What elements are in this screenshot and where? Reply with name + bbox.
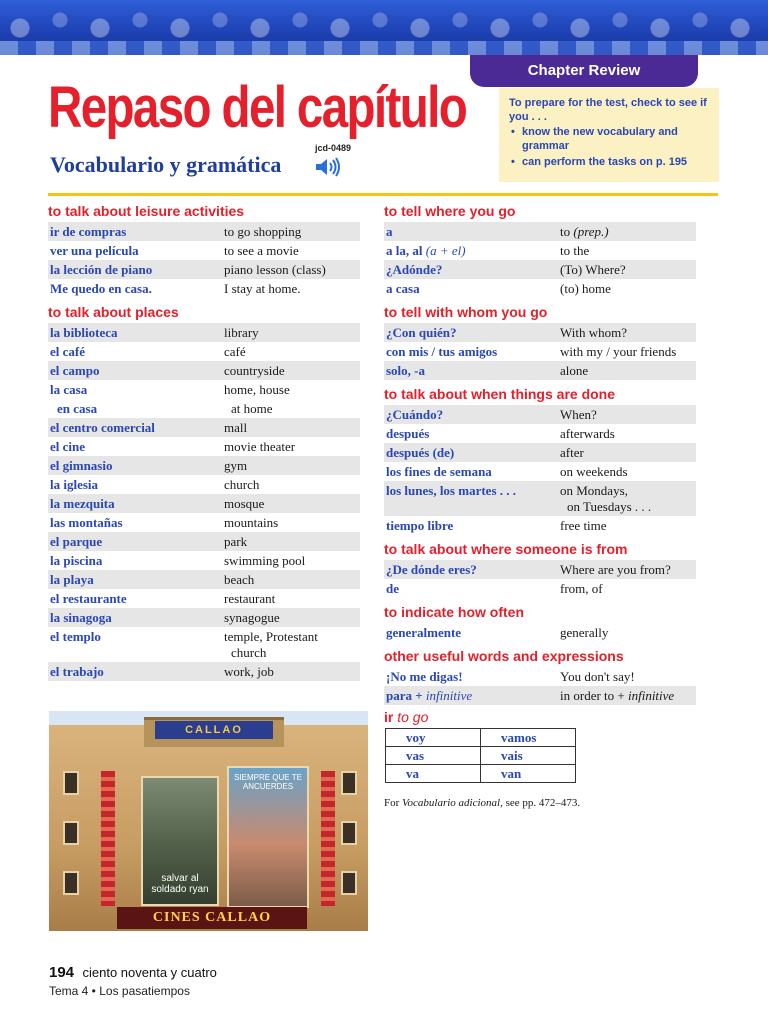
english-meaning: mall <box>224 420 248 435</box>
section-heading: to talk about leisure activities <box>48 203 245 219</box>
decorative-top-band <box>0 0 768 55</box>
english-meaning: to see a movie <box>224 243 299 258</box>
note-italic: Vocabulario adicional, <box>402 797 503 809</box>
review-item: • can perform the tasks on p. 195 <box>509 155 709 169</box>
spanish-term: solo, -a <box>386 363 425 378</box>
note-text: For <box>384 797 400 809</box>
window <box>341 871 357 895</box>
vocab-row <box>384 405 696 424</box>
window <box>341 771 357 795</box>
vocab-row <box>384 516 696 535</box>
english-meaning-line: on Mondays, <box>560 483 628 498</box>
speaker-icon[interactable] <box>315 157 343 177</box>
english-meaning: (To) Where? <box>560 262 626 277</box>
vocab-row <box>48 456 360 475</box>
vocab-row <box>384 579 696 598</box>
vocab-row <box>384 686 696 705</box>
english-meaning: synagogue <box>224 610 280 625</box>
vocab-row <box>48 323 360 342</box>
unit-label: Tema 4 • Los pasatiempos <box>49 984 190 998</box>
review-item: • know the new vocabulary and grammar <box>509 125 709 153</box>
vocab-row <box>384 241 696 260</box>
spanish-term: ¿De dónde eres? <box>386 562 477 577</box>
spanish-term-italic: infinitive <box>425 688 473 703</box>
vocab-row <box>48 513 360 532</box>
spanish-term: el restaurante <box>50 591 127 606</box>
english-meaning: on weekends <box>560 464 628 479</box>
vocab-row <box>384 560 696 579</box>
english-meaning: free time <box>560 518 607 533</box>
spanish-term <box>386 243 560 259</box>
review-list <box>509 125 709 169</box>
spanish-term: el campo <box>50 363 100 378</box>
section-heading: other useful words and expressions <box>384 648 624 664</box>
english-meaning: alone <box>560 363 589 378</box>
band-wave-pattern <box>0 41 768 55</box>
spanish-term: la piscina <box>50 553 103 568</box>
vocab-row <box>384 443 696 462</box>
note-text: see pp. 472–473. <box>505 797 581 809</box>
vocab-row <box>48 627 360 662</box>
english-meaning: generally <box>560 625 609 640</box>
poster-title: SIEMPRE QUE TE ANCUERDES <box>234 773 302 791</box>
spanish-term: tiempo libre <box>386 518 454 533</box>
table-row <box>386 765 576 783</box>
english-meaning: gym <box>224 458 248 473</box>
english-meaning-italic: infinitive <box>627 688 675 703</box>
english-meaning <box>560 688 696 704</box>
table-row <box>386 747 576 765</box>
section-heading: to tell where you go <box>384 203 516 219</box>
spanish-term: a casa <box>386 281 420 296</box>
table-cell: voy <box>386 729 481 747</box>
spanish-term: después <box>386 426 430 441</box>
vocab-row <box>48 570 360 589</box>
building-top-sign: CALLAO <box>155 721 273 739</box>
vocab-row <box>48 380 360 399</box>
english-meaning: from, of <box>560 581 603 596</box>
english-meaning: library <box>224 325 259 340</box>
english-meaning-text: in order to + <box>560 688 625 703</box>
spanish-term: la casa <box>50 382 88 397</box>
vocab-row <box>48 418 360 437</box>
english-meaning: You don't say! <box>560 669 635 684</box>
right-column <box>384 200 696 809</box>
spanish-term: de <box>386 581 399 596</box>
english-meaning: with my / your friends <box>560 344 677 359</box>
spanish-term: a <box>386 224 393 239</box>
vocab-row <box>48 260 360 279</box>
english-meaning: mosque <box>224 496 265 511</box>
spanish-term: el café <box>50 344 86 359</box>
table-cell: va <box>386 765 481 783</box>
page-number-words: ciento noventa y cuatro <box>82 965 217 980</box>
spanish-term: los lunes, los martes . . . <box>386 483 516 498</box>
spanish-term: los fines de semana <box>386 464 492 479</box>
vocab-row <box>48 494 360 513</box>
vocab-row <box>48 399 360 418</box>
spanish-term: las montañas <box>50 515 123 530</box>
english-meaning: With whom? <box>560 325 627 340</box>
english-meaning-line: on Tuesdays . . . <box>567 499 652 514</box>
english-meaning: café <box>224 344 246 359</box>
english-meaning: home, house <box>224 382 290 397</box>
section-heading: to tell with whom you go <box>384 304 548 320</box>
vocab-row <box>48 241 360 260</box>
english-meaning: I stay at home. <box>224 281 301 296</box>
spanish-term: la mezquita <box>50 496 115 511</box>
vocab-row <box>48 279 360 298</box>
decorative-strip <box>101 771 115 906</box>
vocab-row <box>48 475 360 494</box>
spanish-term: la iglesia <box>50 477 99 492</box>
poster-title: salvar al soldado ryan <box>151 873 209 895</box>
page-footer <box>49 964 217 998</box>
vocab-row <box>48 608 360 627</box>
spanish-term: en casa <box>57 401 98 416</box>
vocab-row <box>384 462 696 481</box>
vocab-row <box>384 361 696 380</box>
table-cell: van <box>481 765 576 783</box>
spanish-term: la biblioteca <box>50 325 118 340</box>
spanish-term: ver una película <box>50 243 139 258</box>
window <box>63 871 79 895</box>
spanish-term: Me quedo en casa. <box>50 281 152 296</box>
window <box>63 771 79 795</box>
english-meaning: (to) home <box>560 281 611 296</box>
table-cell: vais <box>481 747 576 765</box>
table-cell: vas <box>386 747 481 765</box>
spanish-term: la playa <box>50 572 94 587</box>
chapter-review-box <box>499 88 719 182</box>
english-meaning: to the <box>560 243 590 258</box>
spanish-term: ¿Cuándo? <box>386 407 444 422</box>
section-heading: to talk about places <box>48 304 179 320</box>
vocab-row <box>48 551 360 570</box>
page-number: 194 <box>49 964 75 981</box>
ir-conjugation-heading <box>384 709 696 725</box>
english-meaning-italic: (prep.) <box>573 224 609 239</box>
decorative-strip <box>321 771 335 906</box>
chapter-review-tab: Chapter Review <box>470 55 698 87</box>
vocab-row <box>384 222 696 241</box>
additional-vocab-note <box>384 797 696 809</box>
vocab-row <box>384 481 696 516</box>
english-meaning: afterwards <box>560 426 615 441</box>
english-meaning: movie theater <box>224 439 296 454</box>
spanish-term: ¿Adónde? <box>386 262 443 277</box>
english-meaning: swimming pool <box>224 553 306 568</box>
spanish-term: el cine <box>50 439 86 454</box>
page-title: Repaso del capítulo <box>48 75 467 140</box>
spanish-term: ¿Con quién? <box>386 325 457 340</box>
vocab-row <box>48 222 360 241</box>
spanish-term: después (de) <box>386 445 455 460</box>
page-subtitle: Vocabulario y gramática <box>50 152 282 177</box>
english-meaning: Where are you from? <box>560 562 671 577</box>
english-meaning: at home <box>231 401 273 416</box>
english-meaning-line: temple, Protestant <box>224 629 318 644</box>
table-row <box>386 729 576 747</box>
vocab-row <box>48 342 360 361</box>
title-divider <box>48 193 718 196</box>
spanish-term: ¡No me digas! <box>386 669 463 684</box>
english-meaning: mountains <box>224 515 279 530</box>
english-meaning: after <box>560 445 584 460</box>
spanish-term: el trabajo <box>50 664 104 679</box>
verb-infinitive: ir <box>384 709 394 725</box>
english-meaning: to go shopping <box>224 224 302 239</box>
vocab-row <box>48 437 360 456</box>
spanish-term: la lección de piano <box>50 262 153 277</box>
english-meaning: piano lesson (class) <box>224 262 326 277</box>
english-meaning <box>560 224 696 240</box>
vocab-row <box>48 589 360 608</box>
spanish-term-text: para + <box>386 688 423 703</box>
verb-gloss: to go <box>397 709 429 725</box>
english-meaning-text: to <box>560 224 571 239</box>
spanish-term: la sinagoga <box>50 610 112 625</box>
window <box>63 821 79 845</box>
vocab-row <box>384 260 696 279</box>
vocab-row <box>384 424 696 443</box>
english-meaning <box>224 629 360 661</box>
vocab-row <box>48 361 360 380</box>
cinema-sign: CINES CALLAO <box>117 907 307 929</box>
vocab-row <box>384 623 696 642</box>
table-cell: vamos <box>481 729 576 747</box>
vocab-row <box>384 279 696 298</box>
review-intro: To prepare for the test, check to see if you . . . <box>509 97 707 123</box>
english-meaning-line: church <box>231 645 267 660</box>
spanish-term: el centro comercial <box>50 420 155 435</box>
audio-code: jcd-0489 <box>315 143 352 153</box>
section-heading: to talk about when things are done <box>384 386 616 402</box>
left-column <box>48 200 360 681</box>
spanish-term: generalmente <box>386 625 462 640</box>
conjugation-table <box>385 728 576 783</box>
spanish-term-italic: (a + el) <box>425 243 466 258</box>
english-meaning <box>560 483 696 515</box>
english-meaning: work, job <box>224 664 274 679</box>
spanish-term: ir de compras <box>50 224 127 239</box>
cinema-photo <box>49 711 368 931</box>
english-meaning: beach <box>224 572 255 587</box>
english-meaning: restaurant <box>224 591 276 606</box>
english-meaning: When? <box>560 407 597 422</box>
english-meaning: countryside <box>224 363 285 378</box>
vocab-row <box>384 342 696 361</box>
window <box>341 821 357 845</box>
vocab-row <box>384 667 696 686</box>
spanish-term: con mis / tus amigos <box>386 344 498 359</box>
vocab-row <box>384 323 696 342</box>
spanish-term: el gimnasio <box>50 458 113 473</box>
english-meaning: church <box>224 477 260 492</box>
section-heading: to talk about where someone is from <box>384 541 628 557</box>
vocab-row <box>48 532 360 551</box>
spanish-term-text: a la, al <box>386 243 423 258</box>
vocab-row <box>48 662 360 681</box>
english-meaning: park <box>224 534 248 549</box>
spanish-term: el templo <box>50 629 101 644</box>
section-heading: to indicate how often <box>384 604 524 620</box>
spanish-term <box>386 688 560 704</box>
spanish-term: el parque <box>50 534 103 549</box>
